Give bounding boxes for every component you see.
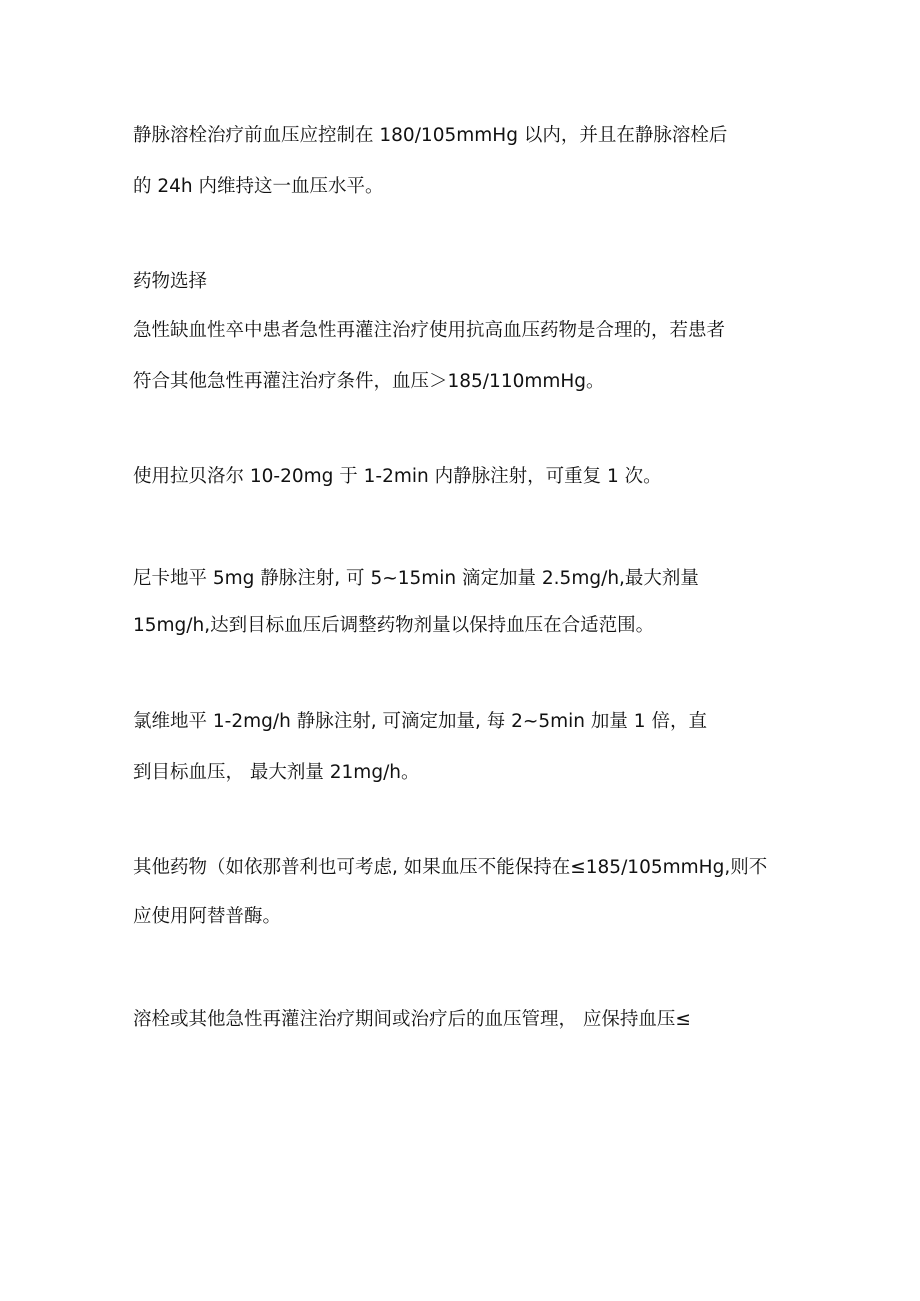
paragraph-other-drugs-line-1: 其他药物（如依那普利也可考虑, 如果血压不能保持在≤185/105mmHg,则不 bbox=[133, 857, 768, 878]
paragraph-nicardipine-line-2: 15mg/h,达到目标血压后调整药物剂量以保持血压在合适范围。 bbox=[133, 615, 655, 636]
paragraph-other-drugs-line-2: 应使用阿替普酶。 bbox=[133, 906, 282, 927]
paragraph-bp-management-during-therapy: 溶栓或其他急性再灌注治疗期间或治疗后的血压管理， 应保持血压≤ bbox=[133, 1009, 691, 1030]
paragraph-bp-before-thrombolysis-line-1: 静脉溶栓治疗前血压应控制在 180/105mmHg 以内，并且在静脉溶栓后 bbox=[133, 125, 728, 146]
section-heading-drug-selection: 药物选择 bbox=[133, 271, 208, 292]
paragraph-nicardipine-line-1: 尼卡地平 5mg 静脉注射, 可 5~15min 滴定加量 2.5mg/h,最大剂量 bbox=[133, 568, 699, 589]
paragraph-antihypertensive-line-1: 急性缺血性卒中患者急性再灌注治疗使用抗高血压药物是合理的，若患者 bbox=[133, 320, 726, 341]
paragraph-bp-before-thrombolysis-line-2: 的 24h 内维持这一血压水平。 bbox=[133, 176, 384, 197]
paragraph-clevidipine-line-2: 到目标血压， 最大剂量 21mg/h。 bbox=[133, 762, 420, 783]
paragraph-clevidipine-line-1: 氯维地平 1-2mg/h 静脉注射, 可滴定加量, 每 2~5min 加量 1 倍，直 bbox=[133, 711, 707, 732]
paragraph-labetalol: 使用拉贝洛尔 10-20mg 于 1-2min 内静脉注射，可重复 1 次。 bbox=[133, 466, 662, 487]
paragraph-antihypertensive-line-2: 符合其他急性再灌注治疗条件，血压＞185/110mmHg。 bbox=[133, 371, 605, 392]
